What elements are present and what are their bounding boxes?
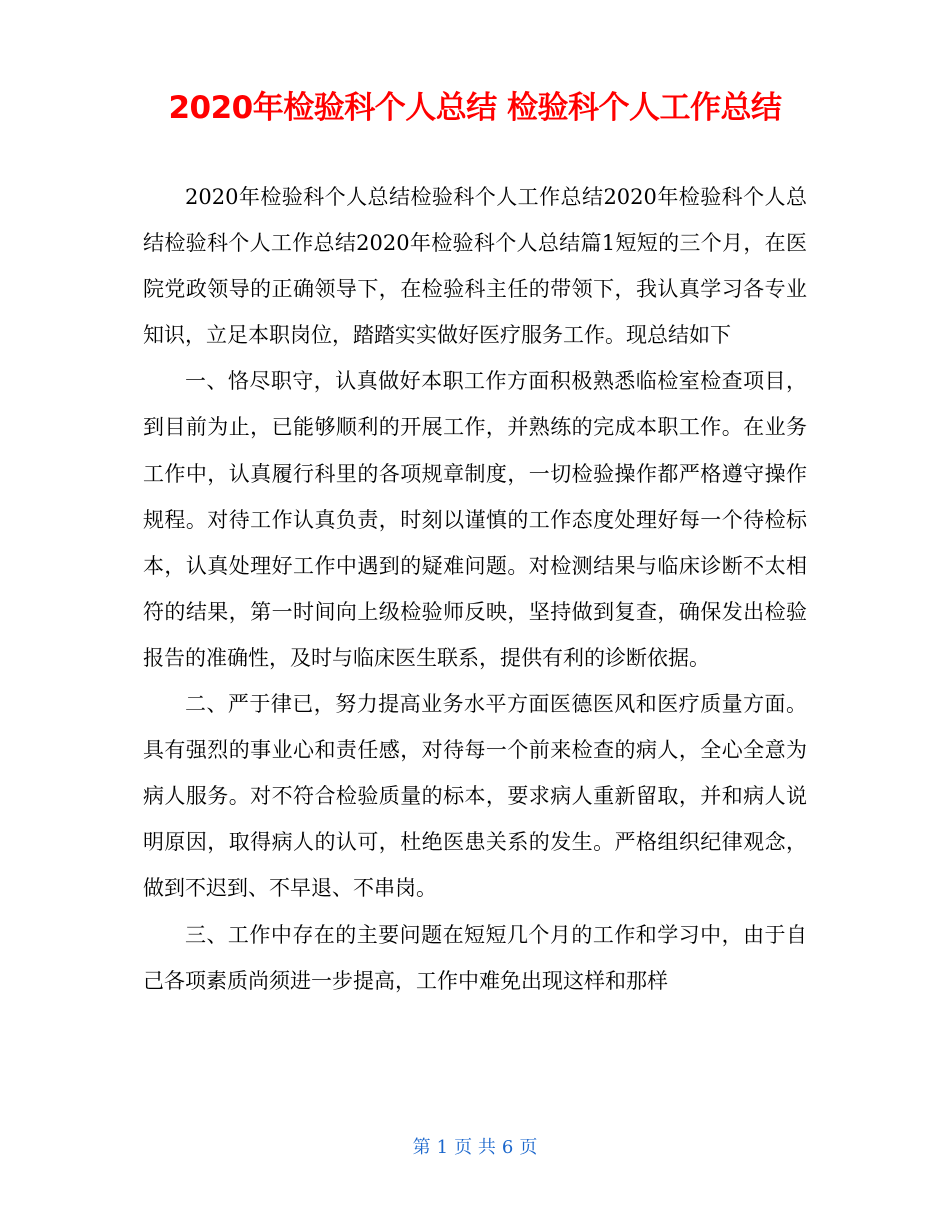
document-body bbox=[143, 174, 807, 1004]
paragraph-intro: 2020年检验科个人总结检验科个人工作总结2020年检验科个人总结检验科个人工作总结2020年检验科个人总结篇1短短的三个月，在医院党政领导的正确领导下，在检验科主任的带领下，我认真学习各专业知识，立足本职岗位，踏踏实实做好医疗服务工作。现总结如下 bbox=[143, 185, 807, 348]
footer-page-prefix: 第 bbox=[412, 1137, 431, 1158]
footer-page-suffix: 页 bbox=[519, 1137, 538, 1158]
document-title: 2020年检验科个人总结 检验科个人工作总结 bbox=[168, 90, 782, 126]
page-footer bbox=[0, 1136, 950, 1160]
paragraph-section-1: 一、恪尽职守，认真做好本职工作方面积极熟悉临检室检查项目，到目前为止，已能够顺利的开展工作，并熟练的完成本职工作。在业务工作中，认真履行科里的各项规章制度，一切检验操作都严格遵守操作规程。对待工作认真负责，时刻以谨慎的工作态度处理好每一个待检标本，认真处理好工作中遇到的疑难问题。对检测结果与临床诊断不太相符的结果，第一时间向上级检验师反映，坚持做到复查，确保发出检验报告的准确性，及时与临床医生联系，提供有利的诊断依据。 bbox=[143, 369, 807, 670]
paragraph-section-3: 三、工作中存在的主要问题在短短几个月的工作和学习中，由于自己各项素质尚须进一步提高，工作中难免出现这样和那样 bbox=[143, 922, 807, 993]
footer-page-total: 6 bbox=[501, 1137, 514, 1158]
footer-page-number: 1 bbox=[436, 1137, 449, 1158]
footer-page-middle: 页 共 bbox=[454, 1137, 496, 1158]
paragraph-section-2: 二、严于律已，努力提高业务水平方面医德医风和医疗质量方面。具有强烈的事业心和责任感，对待每一个前来检查的病人，全心全意为病人服务。对不符合检验质量的标本，要求病人重新留取，并和病人说明原因，取得病人的认可，杜绝医患关系的发生。严格组织纪律观念，做到不迟到、不早退、不串岗。 bbox=[143, 692, 807, 901]
